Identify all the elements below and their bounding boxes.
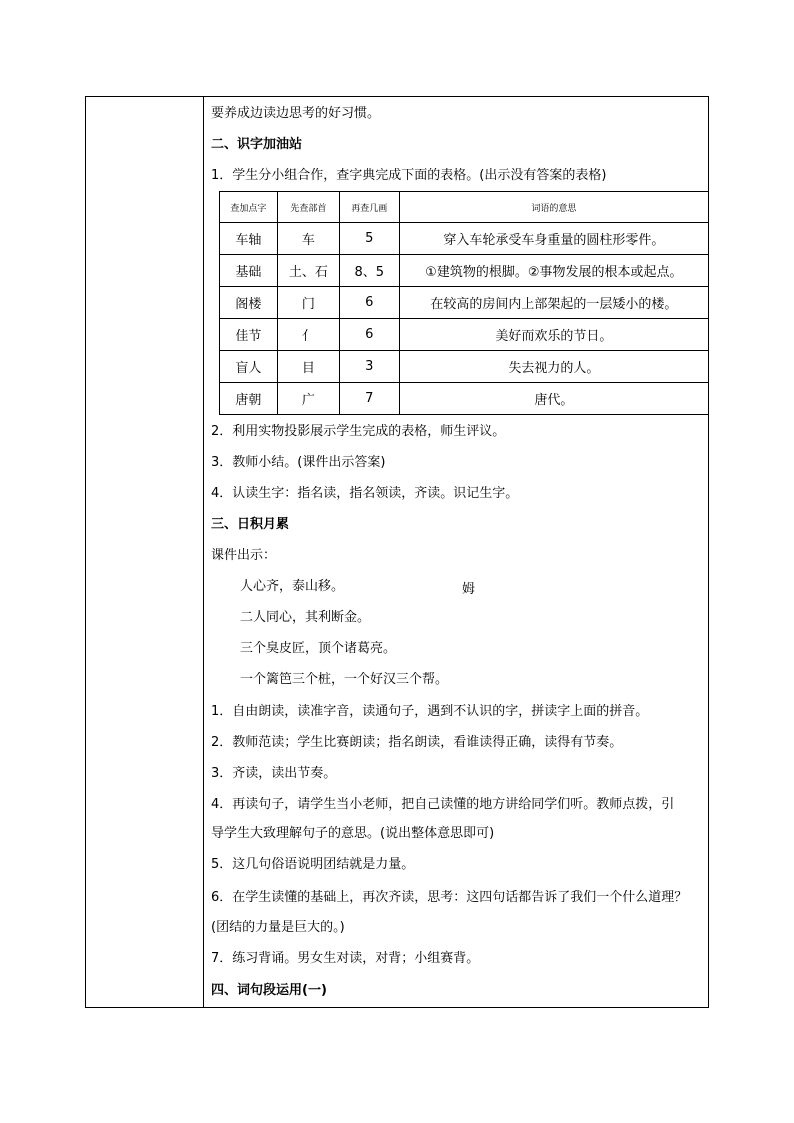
table-cell: 基础 — [220, 255, 278, 287]
table-cell: 车轴 — [220, 223, 278, 255]
dictionary-table — [219, 191, 709, 415]
table-cell: 唐朝 — [220, 383, 278, 415]
step-text: 1．学生分小组合作，查字典完成下面的表格。(出示没有答案的表格) — [211, 168, 607, 183]
table-cell: 3 — [339, 351, 399, 383]
table-cell: 6 — [339, 287, 399, 319]
table-cell: 门 — [277, 287, 339, 319]
step-text: 7．练习背诵。男女生对读，对背；小组赛背。 — [211, 951, 480, 966]
step-text: 6．在学生读懂的基础上，再次齐读，思考：这四句话都告诉了我们一个什么道理？ — [211, 890, 688, 905]
table-cell: 唐代。 — [399, 383, 708, 415]
proverb-line: 三个臭皮匠，顶个诸葛亮。 — [240, 641, 397, 656]
proverb-line: 二人同心，其利断金。 — [240, 610, 371, 625]
section-heading-accumulation: 三、日积月累 — [211, 517, 290, 532]
column-header: 词语的意思 — [399, 192, 708, 223]
step-text: 3．教师小结。(课件出示答案) — [211, 455, 386, 470]
table-cell: 目 — [277, 351, 339, 383]
step-text: 3．齐读，读出节奏。 — [211, 766, 337, 781]
stray-character: 姆 — [462, 582, 476, 597]
column-header: 先查部首 — [277, 192, 339, 223]
table-row — [220, 351, 709, 383]
table-cell: 土、石 — [277, 255, 339, 287]
column-header: 再查几画 — [339, 192, 399, 223]
step-text: (团结的力量是巨大的。) — [211, 920, 345, 935]
table-cell: 佳节 — [220, 319, 278, 351]
table-cell: 5 — [339, 223, 399, 255]
step-text: 4．认读生字：指名读，指名领读，齐读。识记生字。 — [211, 486, 519, 501]
content-cell — [205, 97, 708, 1007]
proverb-line: 人心齐，泰山移。 — [240, 579, 345, 594]
table-cell: 亻 — [277, 319, 339, 351]
step-text: 1．自由朗读，读准字音，读通句子，遇到不认识的字，拼读字上面的拼音。 — [211, 704, 649, 719]
table-cell: 8、5 — [339, 255, 399, 287]
step-text: 4．再读句子，请学生当小老师，把自己读懂的地方讲给同学们听。教师点拨，引 — [211, 797, 675, 812]
column-header: 查加点字 — [220, 192, 278, 223]
table-cell: 美好而欢乐的节日。 — [399, 319, 708, 351]
table-cell: 盲人 — [220, 351, 278, 383]
proverb-line: 一个篱笆三个桩，一个好汉三个帮。 — [240, 672, 449, 687]
table-header-row — [220, 192, 709, 223]
step-text: 导学生大致理解句子的意思。(说出整体意思即可) — [211, 826, 495, 841]
table-cell: 失去视力的人。 — [399, 351, 708, 383]
table-cell: 在较高的房间内上部架起的一层矮小的楼。 — [399, 287, 708, 319]
table-cell: 车 — [277, 223, 339, 255]
table-row — [220, 319, 709, 351]
table-cell: 7 — [339, 383, 399, 415]
step-text: 2．教师范读；学生比赛朗读；指名朗读，看谁读得正确，读得有节奏。 — [211, 735, 623, 750]
section-heading-word-usage: 四、词句段运用(一) — [211, 983, 327, 998]
table-cell: 阁楼 — [220, 287, 278, 319]
table-row — [220, 223, 709, 255]
intro-text: 要养成边读边思考的好习惯。 — [211, 106, 381, 121]
table-row — [220, 287, 709, 319]
table-row — [220, 383, 709, 415]
table-cell: 广 — [277, 383, 339, 415]
table-cell: ①建筑物的根脚。②事物发展的根本或起点。 — [399, 255, 708, 287]
lesson-plan-table — [85, 96, 709, 1008]
table-cell: 6 — [339, 319, 399, 351]
section-heading-literacy: 二、识字加油站 — [211, 137, 303, 152]
step-text: 2．利用实物投影展示学生完成的表格，师生评议。 — [211, 424, 506, 439]
left-column-cell — [86, 97, 204, 1007]
table-row — [220, 255, 709, 287]
step-text: 5．这几句俗语说明团结就是力量。 — [211, 857, 415, 872]
courseware-label: 课件出示： — [211, 548, 277, 563]
table-cell: 穿入车轮承受车身重量的圆柱形零件。 — [399, 223, 708, 255]
